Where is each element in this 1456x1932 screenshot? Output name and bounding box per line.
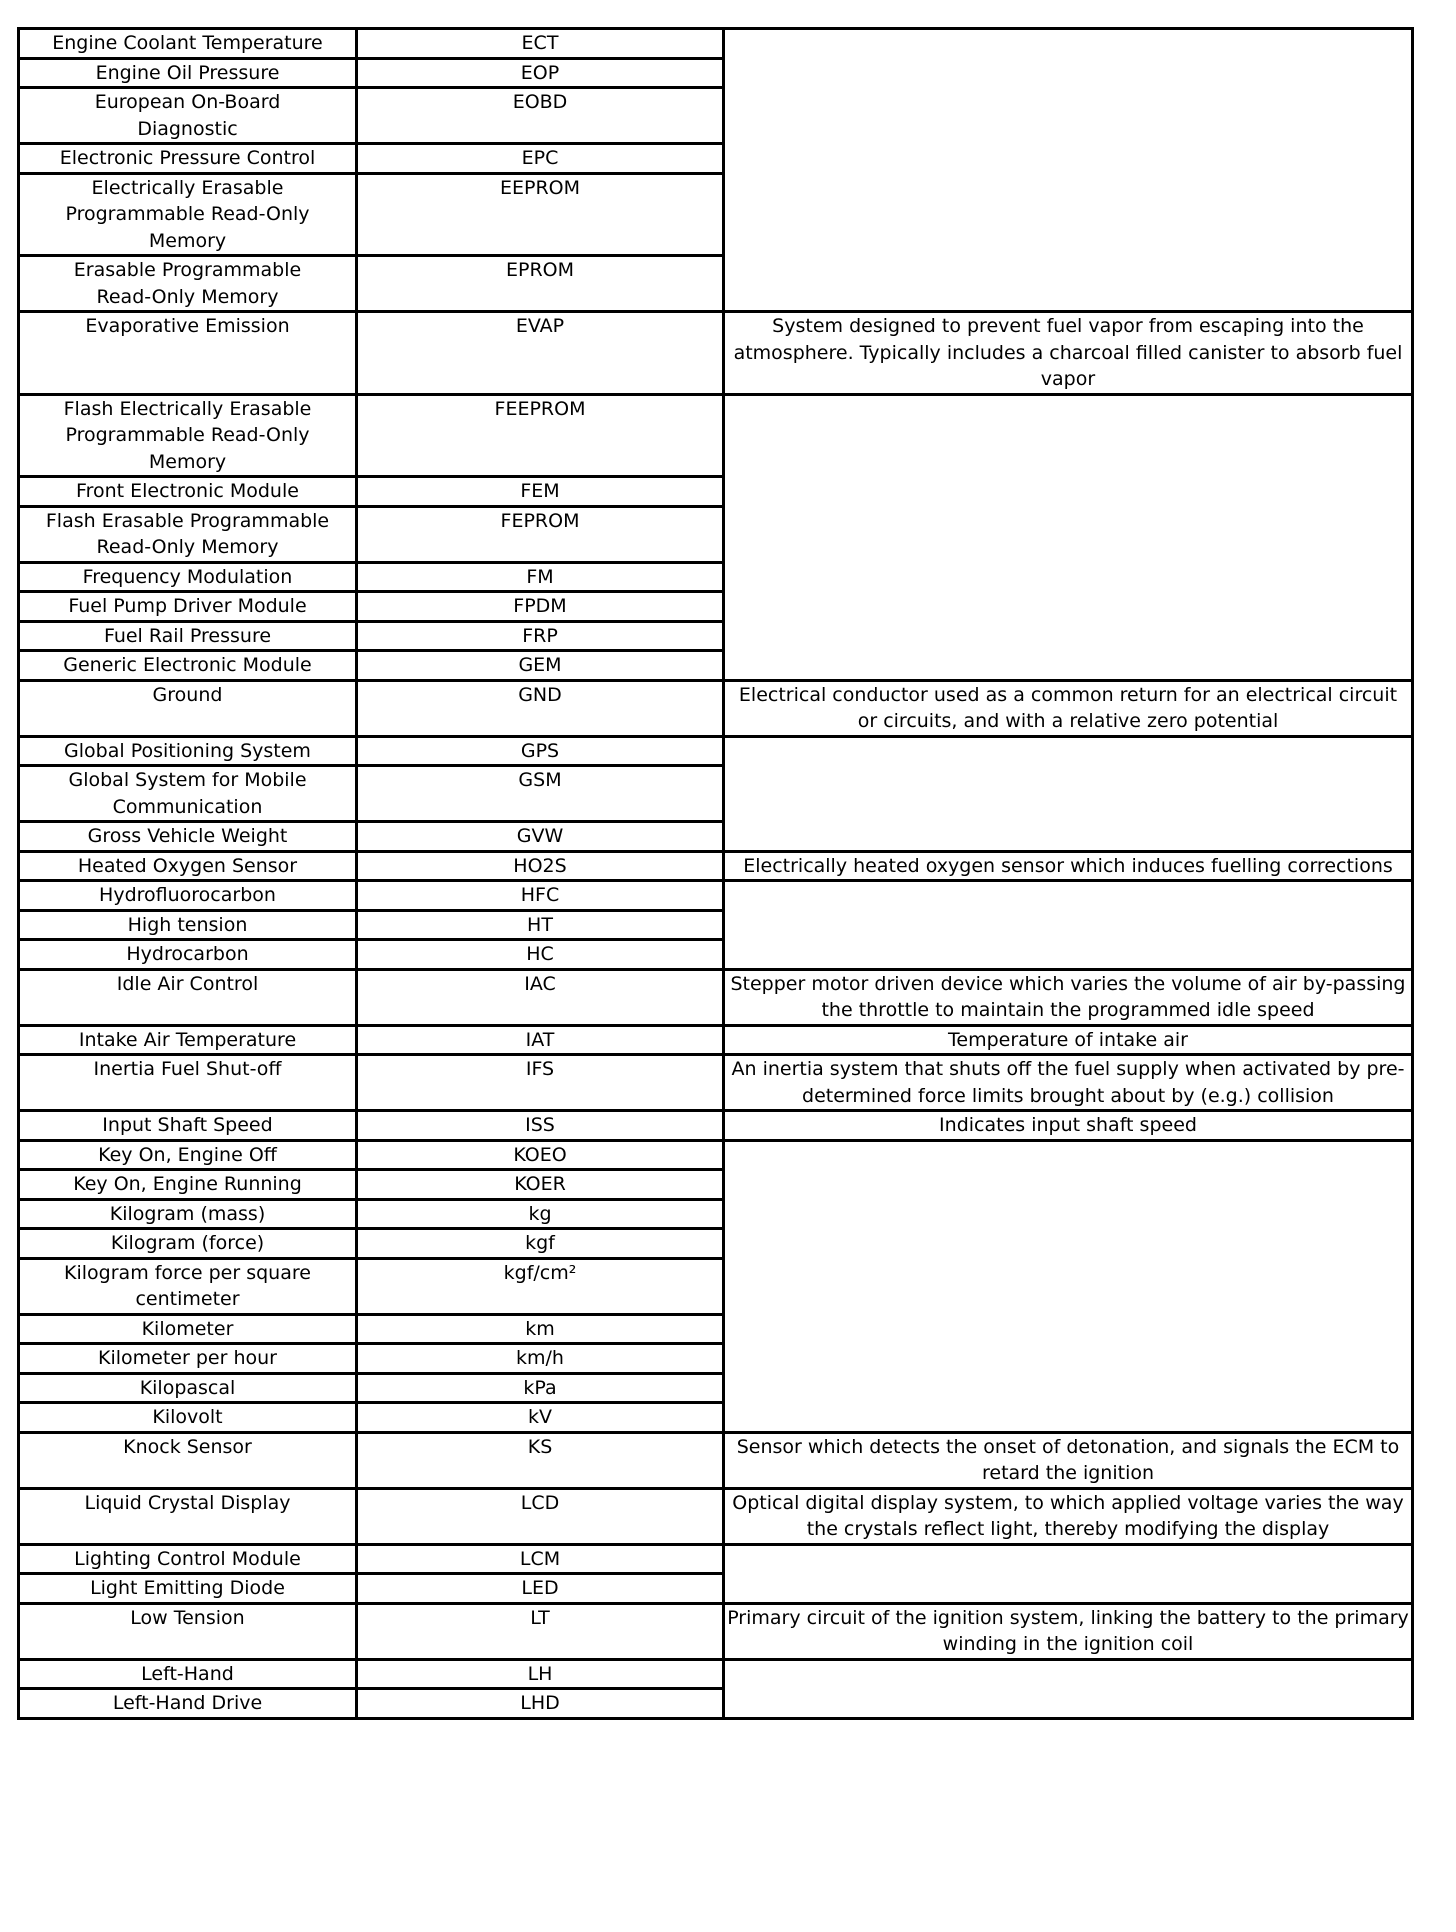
abbreviation-cell: KS — [357, 1432, 724, 1488]
description-cell: Stepper motor driven device which varies the volume of air by-passing the throttle to maintain the programmed idle speed — [724, 969, 1413, 1025]
term-cell: Engine Coolant Temperature — [19, 29, 357, 59]
table-row — [19, 312, 1413, 395]
term-cell: Kilogram (mass) — [19, 1199, 357, 1229]
term-cell: European On-Board Diagnostic — [19, 88, 357, 144]
abbreviation-cell: EPROM — [357, 256, 724, 312]
table-row — [19, 1025, 1413, 1055]
abbreviation-cell: IFS — [357, 1055, 724, 1111]
term-cell: Low Tension — [19, 1603, 357, 1659]
term-cell: Knock Sensor — [19, 1432, 357, 1488]
abbreviation-cell: LCD — [357, 1488, 724, 1544]
term-cell: Ground — [19, 680, 357, 736]
empty-description-cell — [724, 1544, 1413, 1603]
table-row — [19, 29, 1413, 59]
table-row — [19, 1488, 1413, 1544]
abbreviation-cell: HFC — [357, 881, 724, 911]
term-cell: Flash Erasable Programmable Read-Only Memory — [19, 506, 357, 562]
abbreviation-cell: ECT — [357, 29, 724, 59]
term-cell: Front Electronic Module — [19, 477, 357, 507]
abbreviation-cell: EEPROM — [357, 173, 724, 256]
table-row — [19, 1659, 1413, 1689]
description-cell: Temperature of intake air — [724, 1025, 1413, 1055]
term-cell: Kilogram (force) — [19, 1229, 357, 1259]
term-cell: Global System for Mobile Communication — [19, 766, 357, 822]
term-cell: Hydrofluorocarbon — [19, 881, 357, 911]
term-cell: Erasable Programmable Read-Only Memory — [19, 256, 357, 312]
abbreviation-cell: FEEPROM — [357, 394, 724, 477]
term-cell: Liquid Crystal Display — [19, 1488, 357, 1544]
term-cell: Frequency Modulation — [19, 562, 357, 592]
description-cell: An inertia system that shuts off the fuel supply when activated by pre-determined force limits brought about by (e.g.) collision — [724, 1055, 1413, 1111]
term-cell: Key On, Engine Off — [19, 1140, 357, 1170]
table-row — [19, 1140, 1413, 1170]
abbreviation-cell: KOEO — [357, 1140, 724, 1170]
term-cell: Evaporative Emission — [19, 312, 357, 395]
abbreviation-cell: GEM — [357, 651, 724, 681]
abbreviation-cell: IAT — [357, 1025, 724, 1055]
abbreviation-cell: LT — [357, 1603, 724, 1659]
abbreviation-cell: kPa — [357, 1373, 724, 1403]
term-cell: Kilometer per hour — [19, 1344, 357, 1374]
abbreviation-cell: GPS — [357, 736, 724, 766]
term-cell: Electronic Pressure Control — [19, 144, 357, 174]
abbreviation-cell: km/h — [357, 1344, 724, 1374]
term-cell: Flash Electrically Erasable Programmable Read-Only Memory — [19, 394, 357, 477]
abbreviation-cell: GVW — [357, 822, 724, 852]
abbreviation-cell: HC — [357, 940, 724, 970]
term-cell: Intake Air Temperature — [19, 1025, 357, 1055]
abbreviation-cell: LCM — [357, 1544, 724, 1574]
term-cell: Kilogram force per square centimeter — [19, 1258, 357, 1314]
description-cell: Indicates input shaft speed — [724, 1111, 1413, 1141]
empty-description-cell — [724, 881, 1413, 970]
table-row — [19, 736, 1413, 766]
abbreviation-cell: FRP — [357, 621, 724, 651]
description-cell: System designed to prevent fuel vapor from escaping into the atmosphere. Typically includes a charcoal filled canister to absorb fuel vapor — [724, 312, 1413, 395]
table-row — [19, 1111, 1413, 1141]
abbreviation-cell: kV — [357, 1403, 724, 1433]
empty-description-cell — [724, 394, 1413, 680]
term-cell: Electrically Erasable Programmable Read-Only Memory — [19, 173, 357, 256]
term-cell: Hydrocarbon — [19, 940, 357, 970]
term-cell: Input Shaft Speed — [19, 1111, 357, 1141]
abbreviation-cell: LED — [357, 1574, 724, 1604]
term-cell: Kilopascal — [19, 1373, 357, 1403]
abbreviation-cell: FEPROM — [357, 506, 724, 562]
abbreviation-cell: FEM — [357, 477, 724, 507]
abbreviation-cell: GSM — [357, 766, 724, 822]
term-cell: Kilometer — [19, 1314, 357, 1344]
description-cell: Sensor which detects the onset of detonation, and signals the ECM to retard the ignition — [724, 1432, 1413, 1488]
term-cell: Lighting Control Module — [19, 1544, 357, 1574]
table-row — [19, 394, 1413, 477]
abbreviation-cell: LH — [357, 1659, 724, 1689]
term-cell: Idle Air Control — [19, 969, 357, 1025]
abbreviations-table-body — [19, 29, 1413, 1719]
abbreviation-cell: LHD — [357, 1689, 724, 1719]
description-cell: Electrically heated oxygen sensor which induces fuelling corrections — [724, 851, 1413, 881]
table-row — [19, 1603, 1413, 1659]
table-row — [19, 969, 1413, 1025]
abbreviation-cell: kg — [357, 1199, 724, 1229]
empty-description-cell — [724, 1659, 1413, 1718]
abbreviation-cell: GND — [357, 680, 724, 736]
empty-description-cell — [724, 1140, 1413, 1432]
term-cell: Generic Electronic Module — [19, 651, 357, 681]
table-row — [19, 1432, 1413, 1488]
abbreviation-cell: EVAP — [357, 312, 724, 395]
term-cell: Engine Oil Pressure — [19, 58, 357, 88]
term-cell: Kilovolt — [19, 1403, 357, 1433]
table-row — [19, 851, 1413, 881]
term-cell: Heated Oxygen Sensor — [19, 851, 357, 881]
abbreviation-cell: HO2S — [357, 851, 724, 881]
table-row — [19, 1055, 1413, 1111]
table-row — [19, 680, 1413, 736]
abbreviation-cell: IAC — [357, 969, 724, 1025]
term-cell: Key On, Engine Running — [19, 1170, 357, 1200]
abbreviation-cell: EOBD — [357, 88, 724, 144]
empty-description-cell — [724, 736, 1413, 851]
description-cell: Primary circuit of the ignition system, linking the battery to the primary winding in the ignition coil — [724, 1603, 1413, 1659]
empty-description-cell — [724, 29, 1413, 312]
abbreviation-cell: kgf/cm² — [357, 1258, 724, 1314]
abbreviation-cell: km — [357, 1314, 724, 1344]
term-cell: Left-Hand — [19, 1659, 357, 1689]
abbreviations-table — [17, 27, 1414, 1720]
abbreviation-cell: KOER — [357, 1170, 724, 1200]
term-cell: Fuel Rail Pressure — [19, 621, 357, 651]
term-cell: Light Emitting Diode — [19, 1574, 357, 1604]
abbreviation-cell: EPC — [357, 144, 724, 174]
abbreviation-cell: FM — [357, 562, 724, 592]
term-cell: Global Positioning System — [19, 736, 357, 766]
term-cell: Gross Vehicle Weight — [19, 822, 357, 852]
abbreviation-cell: ISS — [357, 1111, 724, 1141]
term-cell: Inertia Fuel Shut-off — [19, 1055, 357, 1111]
term-cell: Left-Hand Drive — [19, 1689, 357, 1719]
abbreviation-cell: HT — [357, 910, 724, 940]
term-cell: High tension — [19, 910, 357, 940]
term-cell: Fuel Pump Driver Module — [19, 592, 357, 622]
description-cell: Optical digital display system, to which applied voltage varies the way the crystals reflect light, thereby modifying the display — [724, 1488, 1413, 1544]
description-cell: Electrical conductor used as a common return for an electrical circuit or circuits, and with a relative zero potential — [724, 680, 1413, 736]
table-row — [19, 881, 1413, 911]
table-row — [19, 1544, 1413, 1574]
abbreviation-cell: FPDM — [357, 592, 724, 622]
abbreviation-cell: kgf — [357, 1229, 724, 1259]
abbreviation-cell: EOP — [357, 58, 724, 88]
